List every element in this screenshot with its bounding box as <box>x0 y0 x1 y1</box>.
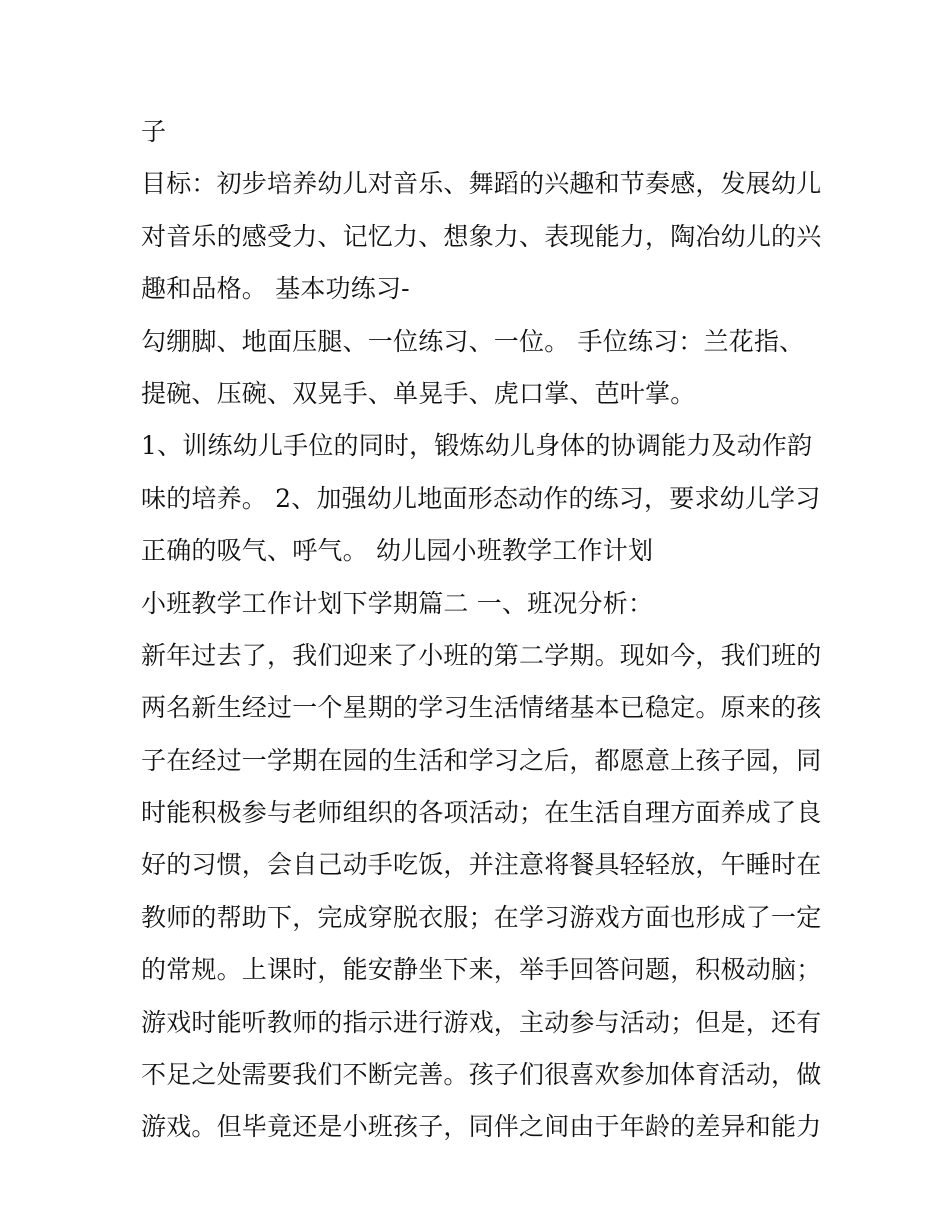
text-line: 时能积极参与老师组织的各项活动；在生活自理方面养成了良 <box>141 798 822 828</box>
text-line: 游戏时能听教师的指示进行游戏，主动参与活动；但是，还有 <box>141 1007 822 1037</box>
text-line: 不足之处需要我们不断完善。孩子们很喜欢参加体育活动，做 <box>141 1060 822 1090</box>
text-line: 子在经过一学期在园的生活和学习之后，都愿意上孩子园，同 <box>141 745 822 775</box>
text-line: 目标：初步培养幼儿对音乐、舞蹈的兴趣和节奏感，发展幼儿 <box>141 169 822 199</box>
document-body <box>141 106 821 1154</box>
text-line: 对音乐的感受力、记忆力、想象力、表现能力，陶冶幼儿的兴 <box>141 221 822 251</box>
text-line: 好的习惯，会自己动手吃饭，并注意将餐具轻轻放，午睡时在 <box>141 850 822 880</box>
text-line: 子 <box>141 117 167 146</box>
text-line: 趣和品格。 基本功练习- <box>141 274 410 304</box>
text-line: 两名新生经过一个星期的学习生活情绪基本已稳定。原来的孩 <box>141 693 822 723</box>
text-line: 新年过去了，我们迎来了小班的第二学期。现如今，我们班的 <box>141 640 822 670</box>
text-line: 提碗、压碗、双晃手、单晃手、虎口掌、芭叶掌。 <box>141 378 696 408</box>
text-line: 小班教学工作计划下学期篇二 一、班况分析： <box>141 588 654 618</box>
text-line: 教师的帮助下，完成穿脱衣服；在学习游戏方面也形成了一定 <box>141 902 822 932</box>
text-line: 1、训练幼儿手位的同时，锻炼幼儿身体的协调能力及动作韵 <box>141 431 813 461</box>
text-line: 的常规。上课时，能安静坐下来，举手回答问题，积极动脑； <box>141 955 822 985</box>
text-line: 正确的吸气、呼气。 幼儿园小班教学工作计划 <box>141 536 654 566</box>
text-line: 游戏。但毕竟还是小班孩子，同伴之间由于年龄的差异和能力 <box>141 1112 822 1142</box>
text-line: 勾绷脚、地面压腿、一位练习、一位。 手位练习：兰花指、 <box>141 326 805 356</box>
text-line: 味的培养。 2、加强幼儿地面形态动作的练习，要求幼儿学习 <box>141 483 821 513</box>
